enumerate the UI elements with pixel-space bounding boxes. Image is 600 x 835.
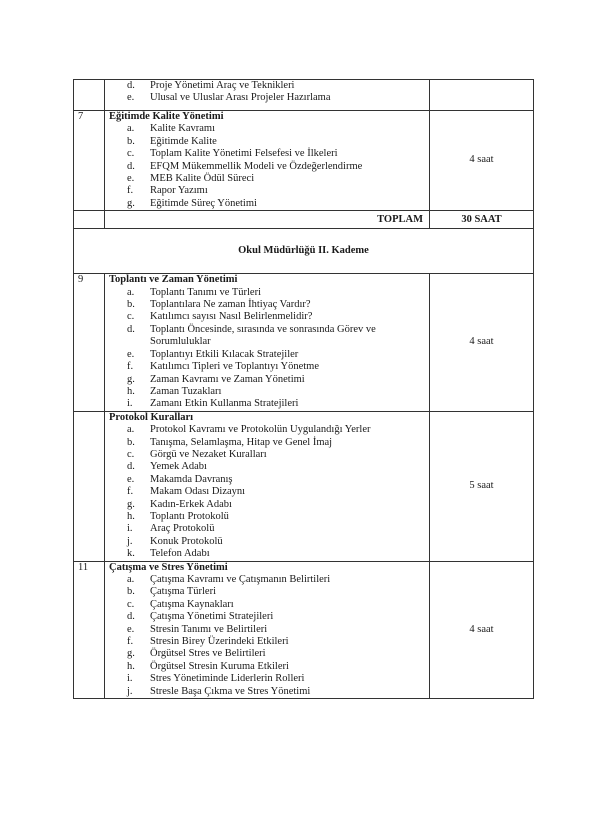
item-text: Örgütsel Stresin Kuruma Etkileri xyxy=(150,660,289,672)
level-heading: Okul Müdürlüğü II. Kademe xyxy=(74,229,534,274)
item-text: MEB Kalite Ödül Süreci xyxy=(150,173,255,185)
section-number xyxy=(74,411,105,561)
item-letter: d. xyxy=(127,160,135,172)
section-row xyxy=(74,561,534,698)
level-heading-row xyxy=(74,229,534,274)
list-item xyxy=(105,636,429,648)
item-letter: a. xyxy=(127,286,135,298)
item-text: Protokol Kavramı ve Protokolün Uygulandığı Yerler xyxy=(150,424,371,436)
item-text: Toplam Kalite Yönetimi Felsefesi ve İlkeleri xyxy=(150,148,338,160)
list-item xyxy=(105,361,429,373)
list-item xyxy=(105,299,429,311)
list-item xyxy=(105,123,429,135)
section-number: 9 xyxy=(74,274,105,411)
list-item xyxy=(105,324,429,349)
list-item xyxy=(105,486,429,498)
list-item xyxy=(105,374,429,386)
item-text: Görgü ve Nezaket Kuralları xyxy=(150,448,267,460)
list-item xyxy=(105,648,429,660)
continued-list xyxy=(105,80,429,105)
total-label: TOPLAM xyxy=(105,211,430,229)
item-text: Çatışma Türleri xyxy=(150,586,216,598)
item-letter: b. xyxy=(127,586,135,598)
item-letter: k. xyxy=(127,548,135,560)
item-text: Zamanı Etkin Kullanma Stratejileri xyxy=(150,398,299,410)
section-items xyxy=(105,123,429,210)
item-text: Çatışma Kavramı ve Çatışmanın Belirtileri xyxy=(150,574,331,585)
section-title: Protokol Kuralları xyxy=(109,411,194,423)
section-row xyxy=(74,111,534,211)
item-text: Katılımcı sayısı Nasıl Belirlenmelidir? xyxy=(150,311,313,323)
item-letter: f. xyxy=(127,636,134,648)
list-item xyxy=(105,198,429,210)
item-text: Yemek Adabı xyxy=(150,461,207,473)
total-spacer xyxy=(74,211,105,229)
row-number xyxy=(74,80,105,111)
section-number: 11 xyxy=(74,561,105,698)
item-text: Kalite Kavramı xyxy=(150,123,216,135)
item-text: Konuk Protokolü xyxy=(150,535,223,547)
section-content xyxy=(105,111,430,211)
item-letter: b. xyxy=(127,436,135,448)
item-letter: e. xyxy=(127,623,135,635)
item-letter: c. xyxy=(127,448,135,460)
item-text: Stresin Tanımı ve Belirtileri xyxy=(150,623,268,635)
list-item xyxy=(105,523,429,535)
continued-row xyxy=(74,80,534,111)
item-letter: g. xyxy=(127,498,135,510)
item-letter: g. xyxy=(127,373,135,385)
section-row xyxy=(74,411,534,561)
list-item xyxy=(105,398,429,410)
list-item xyxy=(105,686,429,698)
item-letter: e. xyxy=(127,173,135,185)
item-letter: b. xyxy=(127,299,135,311)
item-letter: h. xyxy=(127,510,135,522)
item-letter: b. xyxy=(127,135,135,147)
list-item xyxy=(105,673,429,685)
row-duration xyxy=(430,80,534,111)
list-item xyxy=(105,474,429,486)
item-letter: d. xyxy=(127,611,135,623)
item-letter: i. xyxy=(127,398,133,410)
item-text: Makamda Davranış xyxy=(150,473,233,485)
item-letter: c. xyxy=(127,598,135,610)
list-item xyxy=(105,586,429,598)
list-item xyxy=(105,349,429,361)
item-text: Proje Yönetimi Araç ve Teknikleri xyxy=(150,80,295,91)
item-letter: e. xyxy=(127,473,135,485)
item-text: Eğitimde Kalite xyxy=(150,135,217,147)
section-duration: 4 saat xyxy=(430,561,534,698)
item-letter: j. xyxy=(127,685,133,697)
list-item xyxy=(105,624,429,636)
list-item xyxy=(105,386,429,398)
list-item xyxy=(105,449,429,461)
item-text: Stresle Başa Çıkma ve Stres Yönetimi xyxy=(150,685,311,697)
item-letter: f. xyxy=(127,361,134,373)
list-item xyxy=(105,161,429,173)
list-item xyxy=(105,511,429,523)
list-item xyxy=(105,599,429,611)
list-item xyxy=(105,536,429,548)
item-letter: c. xyxy=(127,311,135,323)
item-text: Toplantı Tanımı ve Türleri xyxy=(150,286,261,298)
item-letter: d. xyxy=(127,461,135,473)
item-letter: j. xyxy=(127,535,133,547)
item-letter: e. xyxy=(127,92,135,104)
item-text: Stres Yönetiminde Liderlerin Rolleri xyxy=(150,673,305,685)
item-letter: f. xyxy=(127,486,134,498)
item-letter: d. xyxy=(127,323,135,335)
item-letter: a. xyxy=(127,574,135,585)
item-text: Çatışma Kaynakları xyxy=(150,598,234,610)
item-text: Toplantı Protokolü xyxy=(150,510,229,522)
item-text: Zaman Tuzakları xyxy=(150,385,222,397)
list-item xyxy=(105,80,429,92)
list-item xyxy=(105,287,429,299)
section-items xyxy=(105,424,429,560)
item-text: Araç Protokolü xyxy=(150,523,215,535)
item-letter: a. xyxy=(127,123,135,135)
item-letter: g. xyxy=(127,648,135,660)
item-letter: c. xyxy=(127,148,135,160)
list-item xyxy=(105,437,429,449)
list-item xyxy=(105,574,429,586)
item-letter: h. xyxy=(127,385,135,397)
list-item xyxy=(105,148,429,160)
item-text: Kadın-Erkek Adabı xyxy=(150,498,232,510)
list-item xyxy=(105,185,429,197)
item-letter: e. xyxy=(127,348,135,360)
list-item xyxy=(105,311,429,323)
item-letter: f. xyxy=(127,185,134,197)
section-title: Eğitimde Kalite Yönetimi xyxy=(109,111,224,122)
curriculum-table xyxy=(73,79,534,699)
list-item xyxy=(105,548,429,560)
list-item xyxy=(105,136,429,148)
item-text: Toplantıyı Etkili Kılacak Stratejiler xyxy=(150,348,299,360)
list-item xyxy=(105,461,429,473)
item-letter: h. xyxy=(127,660,135,672)
item-text: Stresin Birey Üzerindeki Etkileri xyxy=(150,636,289,648)
list-item xyxy=(105,611,429,623)
item-text: Rapor Yazımı xyxy=(150,185,208,197)
section-title: Çatışma ve Stres Yönetimi xyxy=(109,561,228,573)
section-duration: 4 saat xyxy=(430,274,534,411)
item-text: Katılımcı Tipleri ve Toplantıyı Yönetme xyxy=(150,361,319,373)
list-item xyxy=(105,661,429,673)
item-letter: i. xyxy=(127,673,133,685)
list-item xyxy=(105,173,429,185)
item-text: Zaman Kavramı ve Zaman Yönetimi xyxy=(150,373,305,385)
item-text: Telefon Adabı xyxy=(150,548,210,560)
total-value: 30 SAAT xyxy=(430,211,534,229)
item-text: Toplantılara Ne zaman İhtiyaç Vardır? xyxy=(150,299,311,311)
section-content xyxy=(105,561,430,698)
item-letter: a. xyxy=(127,424,135,436)
item-letter: i. xyxy=(127,523,133,535)
item-text: Makam Odası Dizaynı xyxy=(150,486,246,498)
item-text: Örgütsel Stres ve Belirtileri xyxy=(150,648,266,660)
section-row xyxy=(74,274,534,411)
section-items xyxy=(105,287,429,411)
item-text: Toplantı Öncesinde, sırasında ve sonrasında Görev ve Sorumluluklar xyxy=(150,323,376,348)
item-text: Çatışma Yönetimi Stratejileri xyxy=(150,611,274,623)
item-text: EFQM Mükemmellik Modeli ve Özdeğerlendirme xyxy=(150,160,363,172)
list-item xyxy=(105,499,429,511)
section-duration: 4 saat xyxy=(430,111,534,211)
section-title: Toplantı ve Zaman Yönetimi xyxy=(109,274,238,286)
item-letter: g. xyxy=(127,197,135,209)
section-content xyxy=(105,274,430,411)
total-row xyxy=(74,211,534,229)
item-text: Eğitimde Süreç Yönetimi xyxy=(150,197,257,209)
item-text: Ulusal ve Uluslar Arası Projeler Hazırlama xyxy=(150,92,331,104)
section-items xyxy=(105,574,429,698)
item-letter: d. xyxy=(127,80,135,91)
section-number: 7 xyxy=(74,111,105,211)
item-text: Tanışma, Selamlaşma, Hitap ve Genel İmaj xyxy=(150,436,333,448)
continued-content xyxy=(105,80,430,111)
section-content xyxy=(105,411,430,561)
list-item xyxy=(105,92,429,104)
list-item xyxy=(105,424,429,436)
section-duration: 5 saat xyxy=(430,411,534,561)
